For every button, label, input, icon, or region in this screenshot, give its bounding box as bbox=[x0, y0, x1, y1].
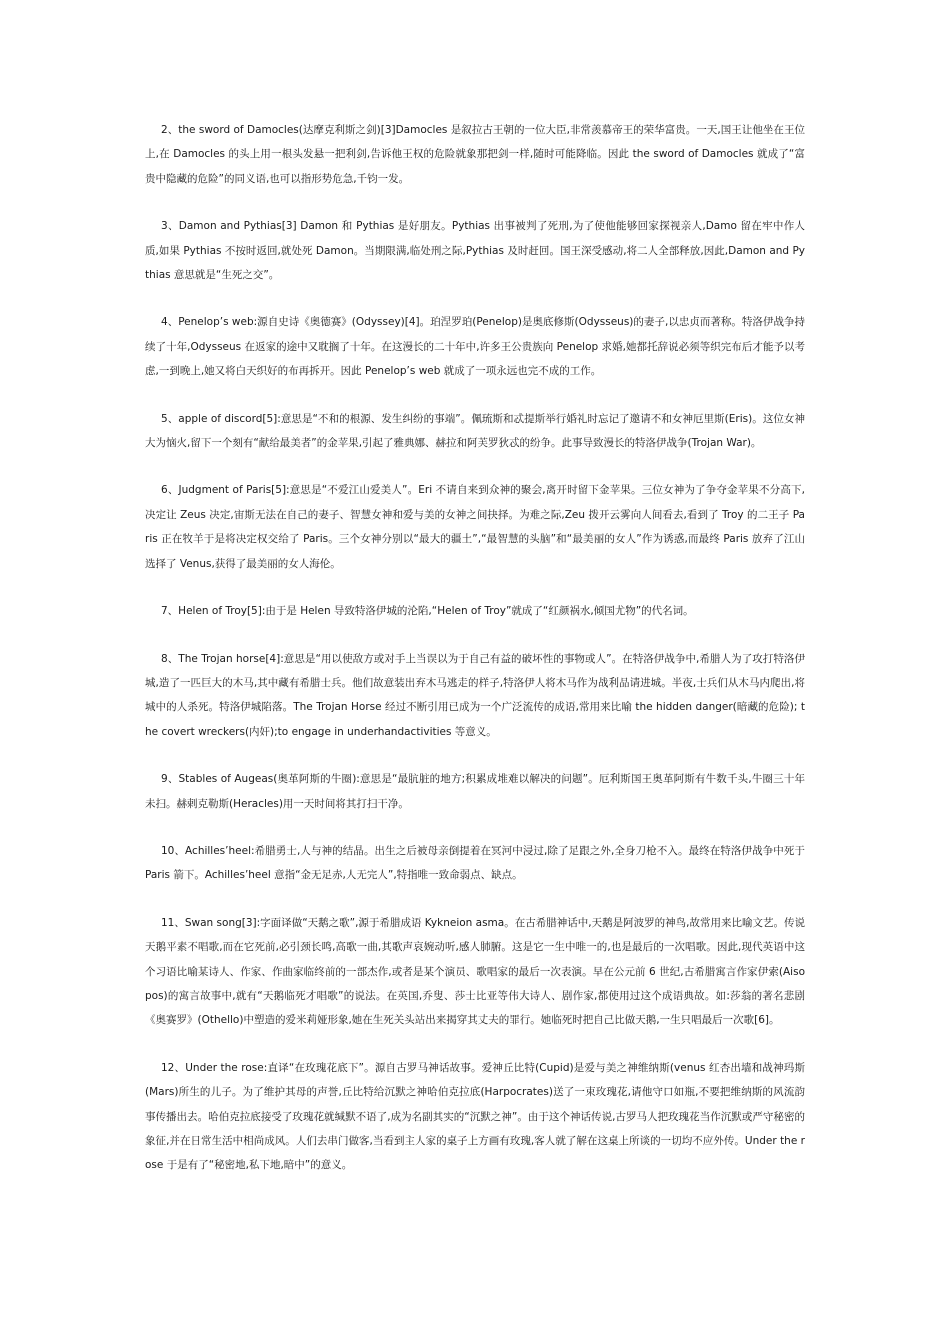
paragraph-penelops-web: 4、Penelop’s web:源自史诗《奥德赛》(Odyssey)[4]。珀涅罗珀(Penelop)是奥底修斯(Odysseus)的妻子,以忠贞而著称。特洛伊战争持续了十年,Odysseus 在返家的途中又耽搁了十年。在这漫长的二十年中,许多王公贵族向 Penelop 求婚,她都托辞说必须等织完布后才能予以考虑,一到晚上,她又将白天织好的布再拆开。因此 Penelop’s web 就成了一项永远也完不成的工作。 bbox=[145, 316, 805, 378]
paragraph-damon-and-pythias: 3、Damon and Pythias[3] Damon 和 Pythias 是好朋友。Pythias 出事被判了死刑,为了使他能够回家探视亲人,Damo 留在牢中作人质,如果 Pythias 不按时返回,就处死 Damon。当期限满,临处刑之际,Pythias 及时赶回。国王深受感动,将二人全部释放,因此,Damon and Pythias 意思就是“生死之交”。 bbox=[145, 220, 805, 282]
document-body bbox=[145, 118, 805, 1201]
paragraph-judgment-of-paris: 6、Judgment of Paris[5]:意思是“不爱江山爱美人”。Eri 不请自来到众神的聚会,离开时留下金苹果。三位女神为了争夺金苹果不分高下,决定让 Zeus 决定,宙斯无法在自己的妻子、智慧女神和爱与美的女神之间抉择。为难之际,Zeu 拨开云雾向人间看去,看到了 Troy 的二王子 Paris 正在牧羊于是将决定权交给了 Paris。三个女神分别以“最大的疆土”,“最智慧的头脑”和“最美丽的女人”作为诱惑,而最终 Paris 放弃了江山选择了 Venus,获得了最美丽的女人海伦。 bbox=[145, 484, 805, 570]
paragraph-trojan-horse: 8、The Trojan horse[4]:意思是“用以使敌方或对手上当误以为于自己有益的破坏性的事物或人”。在特洛伊战争中,希腊人为了攻打特洛伊城,造了一匹巨大的木马,其中藏有希腊士兵。他们故意装出弃木马逃走的样子,特洛伊人将木马作为战利品请进城。半夜,士兵们从木马内爬出,将城中的人杀死。特洛伊城陷落。The Trojan Horse 经过不断引用已成为一个广泛流传的成语,常用来比喻 the hidden danger(暗藏的危险); the covert wreckers(内奸);to engage in underhandactivities 等意义。 bbox=[145, 652, 805, 738]
paragraph-apple-of-discord: 5、apple of discord[5]:意思是“不和的根源、发生纠纷的事端”。佩琉斯和忒提斯举行婚礼时忘记了邀请不和女神厄里斯(Eris)。这位女神大为恼火,留下一个刻有“献给最美者”的金苹果,引起了雅典娜、赫拉和阿芙罗狄忒的纷争。此事导致漫长的特洛伊战争(Trojan War)。 bbox=[145, 412, 805, 450]
paragraph-helen-of-troy: 7、Helen of Troy[5]:由于是 Helen 导致特洛伊城的沦陷,“Helen of Troy”就成了“红颜祸水,倾国尤物”的代名词。 bbox=[161, 605, 694, 618]
paragraph-swan-song: 11、Swan song[3]:字面译做“天鹅之歌”,源于希腊成语 Kykneion asma。在古希腊神话中,天鹅是阿波罗的神鸟,故常用来比喻文艺。传说天鹅平素不唱歌,而在它死前,必引颈长鸣,高歌一曲,其歌声哀婉动听,感人肺腑。这是它一生中唯一的,也是最后的一次唱歌。因此,现代英语中这个习语比喻某诗人、作家、作曲家临终前的一部杰作,或者是某个演员、歌唱家的最后一次表演。早在公元前 6 世纪,古希腊寓言作家伊索(Aisopos)的寓言故事中,就有“天鹅临死才唱歌”的说法。在英国,乔叟、莎士比亚等伟大诗人、剧作家,都使用过这个成语典故。如:莎翁的著名悲剧《奥赛罗》(Othello)中塑造的爱米莉娅形象,她在生死关头站出来揭穿其丈夫的罪行。她临死时把自己比做天鹅,一生只唱最后一次歌[6]。 bbox=[145, 916, 805, 1027]
paragraph-achilles-heel: 10、Achilles’heel:希腊勇士,人与神的结晶。出生之后被母亲倒提着在冥河中浸过,除了足跟之外,全身刀枪不入。最终在特洛伊战争中死于 Paris 箭下。Achilles’heel 意指“金无足赤,人无完人”,特指唯一致命弱点、缺点。 bbox=[145, 844, 805, 882]
paragraph-under-the-rose: 12、Under the rose:直译“在玫瑰花底下”。源自古罗马神话故事。爱神丘比特(Cupid)是爱与美之神维纳斯(venus 红杏出墙和战神玛斯(Mars)所生的儿子。为了维护其母的声誉,丘比特给沉默之神哈伯克拉底(Harpocrates)送了一束玫瑰花,请他守口如瓶,不要把维纳斯的风流韵事传播出去。哈伯克拉底接受了玫瑰花就缄默不语了,成为名副其实的“沉默之神”。由于这个神话传说,古罗马人把玫瑰花当作沉默或严守秘密的象征,并在日常生活中相尚成风。人们去串门做客,当看到主人家的桌子上方画有玫瑰,客人就了解在这桌上所谈的一切均不应外传。Under the rose 于是有了“秘密地,私下地,暗中”的意义。 bbox=[145, 1061, 805, 1172]
paragraph-sword-of-damocles: 2、the sword of Damocles(达摩克利斯之剑)[3]Damocles 是叙拉古王朝的一位大臣,非常羡慕帝王的荣华富贵。一天,国王让他坐在王位上,在 Damocles 的头上用一根头发悬一把利剑,告诉他王权的危险就象那把剑一样,随时可能降临。因此 the sword of Damocles 就成了“富贵中隐藏的危险”的同义语,也可以指形势危急,千钧一发。 bbox=[145, 124, 805, 185]
paragraph-stables-of-augeas: 9、Stables of Augeas(奥革阿斯的牛圈):意思是“最肮脏的地方;积累成堆难以解决的问题”。厄利斯国王奥革阿斯有牛数千头,牛圈三十年未扫。赫剌克勒斯(Heracles)用一天时间将其打扫干净。 bbox=[145, 773, 805, 810]
